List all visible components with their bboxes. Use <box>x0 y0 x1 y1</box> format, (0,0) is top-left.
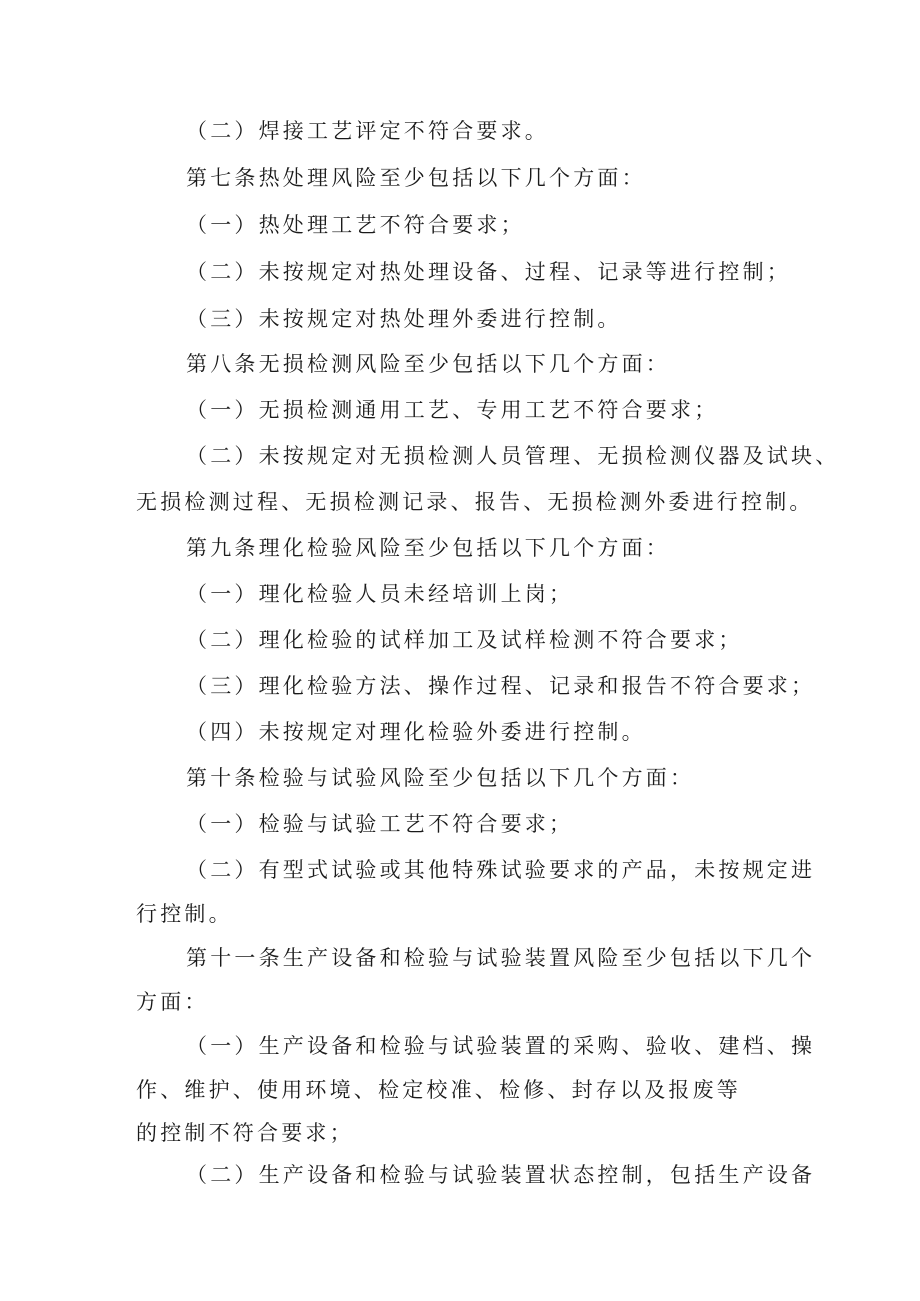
text-line: 的控制不符合要求； <box>136 1121 354 1145</box>
text-line: （二）未按规定对无损检测人员管理、无损检测仪器及试块、 <box>186 444 840 468</box>
text-line: （二）有型式试验或其他特殊试验要求的产品，未按规定进 <box>186 858 816 882</box>
text-line: （二）理化检验的试样加工及试样检测不符合要求； <box>186 628 743 652</box>
text-line: 行控制。 <box>136 902 233 926</box>
text-line: （一）检验与试验工艺不符合要求； <box>186 812 574 836</box>
text-line: （一）热处理工艺不符合要求； <box>186 213 525 237</box>
text-line: （二）未按规定对热处理设备、过程、记录等进行控制； <box>186 260 791 284</box>
article-heading: 第十条检验与试验风险至少包括以下几个方面： <box>186 766 695 790</box>
text-line: （三）理化检验方法、操作过程、记录和报告不符合要求； <box>186 674 816 698</box>
article-heading: 第十一条生产设备和检验与试验装置风险至少包括以下几个 <box>186 946 816 970</box>
text-line: （一）理化检验人员未经培训上岗； <box>186 582 574 606</box>
text-line: （三）未按规定对热处理外委进行控制。 <box>186 307 622 331</box>
article-heading: 第七条热处理风险至少包括以下几个方面： <box>186 166 646 190</box>
text-line: （一）无损检测通用工艺、专用工艺不符合要求； <box>186 398 719 422</box>
text-line: 作、维护、使用环境、检定校准、检修、封存以及报废等 <box>136 1078 741 1102</box>
text-line: 方面： <box>136 990 209 1014</box>
article-heading: 第八条无损检测风险至少包括以下几个方面： <box>186 352 670 376</box>
text-line: 无损检测过程、无损检测记录、报告、无损检测外委进行控制。 <box>136 490 814 514</box>
text-line: （四）未按规定对理化检验外委进行控制。 <box>186 720 646 744</box>
article-heading: 第九条理化检验风险至少包括以下几个方面： <box>186 536 670 560</box>
text-line: （二）生产设备和检验与试验装置状态控制，包括生产设备 <box>186 1163 816 1187</box>
text-line: （一）生产设备和检验与试验装置的采购、验收、建档、操 <box>186 1034 816 1058</box>
text-line: （二）焊接工艺评定不符合要求。 <box>186 119 549 143</box>
